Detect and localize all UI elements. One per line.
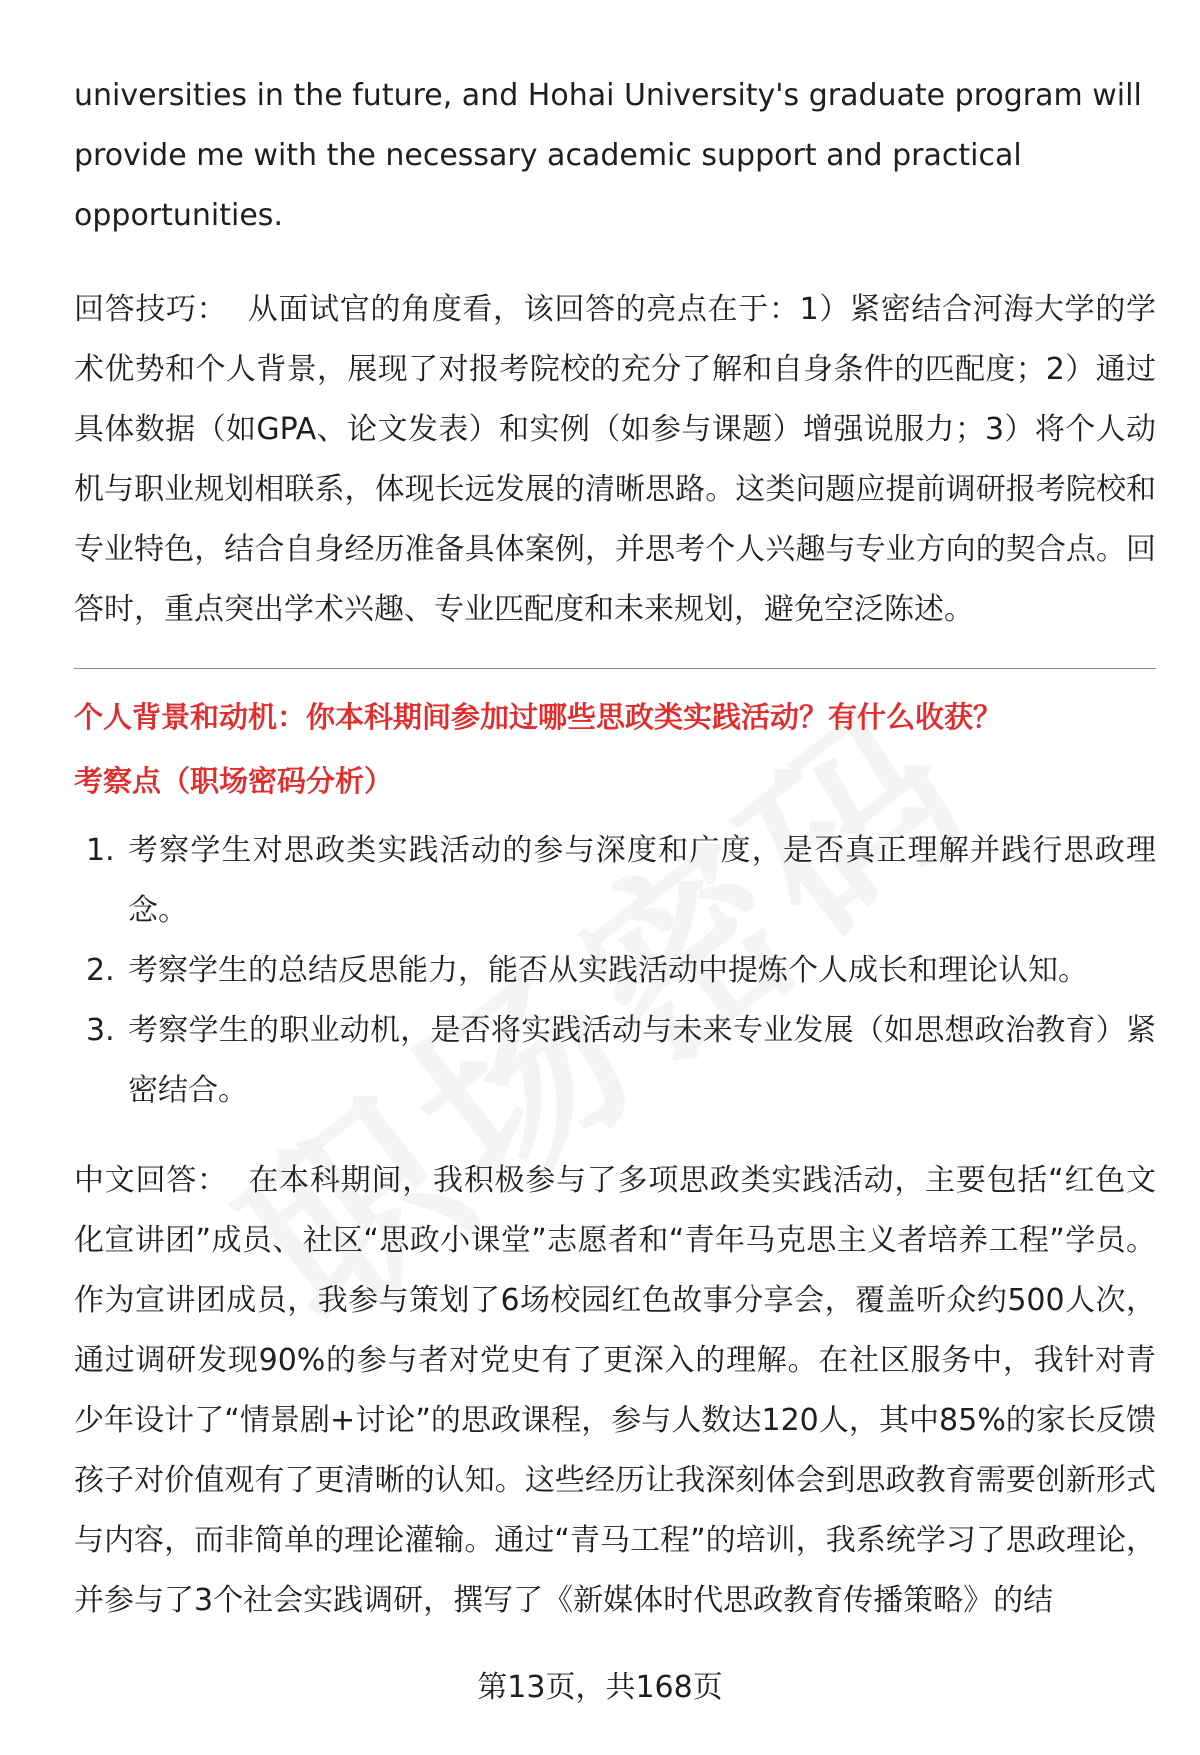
tips-text: 从面试官的角度看，该回答的亮点在于：1）紧密结合河海大学的学术优势和个人背景，展现了对报考院校的充分了解和自身条件的匹配度；2）通过具体数据（如GPA、论文发表）和实例（如参与课题）增强说服力；3）将个人动机与职业规划相联系，体现长远发展的清晰思路。这类问题应提前调研报考院校和专业特色，结合自身经历准备具体案例，并思考个人兴趣与专业方向的契合点。回答时，重点突出学术兴趣、专业匹配度和未来规划，避免空泛陈述。 (74, 292, 1156, 627)
list-item-number: 1. (86, 833, 115, 868)
question-subtitle: 考察点（职场密码分析） (74, 764, 394, 798)
list-item-number: 3. (86, 1013, 115, 1048)
list-item-text: 考察学生对思政类实践活动的参与深度和广度，是否真正理解并践行思政理念。 (128, 833, 1156, 928)
question-title: 个人背景和动机：你本科期间参加过哪些思政类实践活动？有什么收获？ (74, 700, 1003, 734)
page-number: 第13页，共168页 (477, 1670, 723, 1705)
section-divider (74, 668, 1156, 669)
tips-label: 回答技巧： (74, 292, 228, 327)
list-item-number: 2. (86, 953, 115, 988)
answer-text: 在本科期间，我积极参与了多项思政类实践活动，主要包括“红色文化宣讲团”成员、社区“思政小课堂”志愿者和“青年马克思主义者培养工程”学员。作为宣讲团成员，我参与策划了6场校园红色故事分享会，覆盖听众约500人次，通过调研发现90%的参与者对党史有了更深入的理解。在社区服务中，我针对青少年设计了“情景剧+讨论”的思政课程，参与人数达120人，其中85%的家长反馈孩子对价值观有了更清晰的认知。这些经历让我深刻体会到思政教育需要创新形式与内容，而非简单的理论灌输。通过“青马工程”的培训，我系统学习了思政理论，并参与了3个社会实践调研，撰写了《新媒体时代思政教育传播策略》的结 (74, 1163, 1156, 1618)
list-item (74, 941, 1156, 1001)
answer-label: 中文回答： (74, 1163, 228, 1198)
assessment-points-list (74, 821, 1156, 1121)
tips-paragraph (74, 280, 1156, 640)
answer-paragraph (74, 1151, 1156, 1631)
list-item-text: 考察学生的总结反思能力，能否从实践活动中提炼个人成长和理论认知。 (128, 953, 1088, 988)
list-item (74, 1001, 1156, 1121)
page-content (74, 66, 1156, 1631)
list-item (74, 821, 1156, 941)
list-item-text: 考察学生的职业动机，是否将实践活动与未来专业发展（如思想政治教育）紧密结合。 (128, 1013, 1156, 1108)
intro-paragraph-en: universities in the future, and Hohai University's graduate program will provide me with the necessary academic support and practical opportunities. (74, 78, 1142, 233)
